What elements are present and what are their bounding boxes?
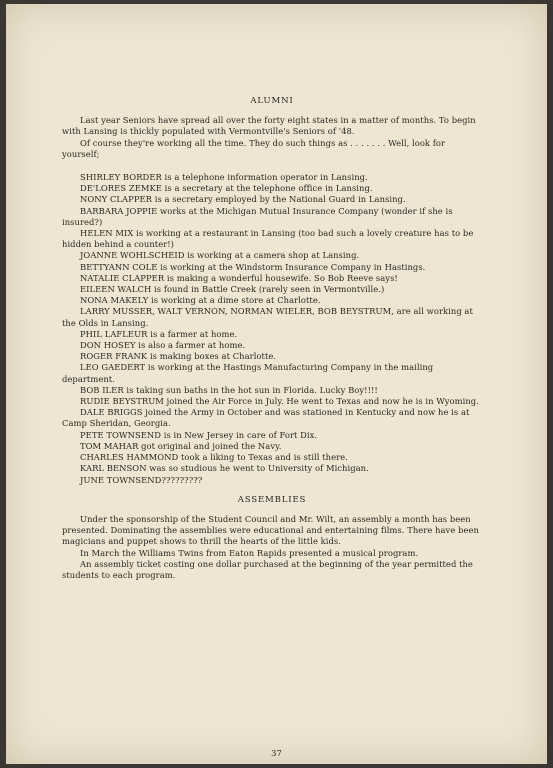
alumni-entry: EILEEN WALCH is found in Battle Creek (rarely seen in Vermontville.) [80,284,385,295]
alumni-entry: JUNE TOWNSEND????????? [80,474,203,485]
alumni-entry: DE'LORES ZEMKE is a secretary at the telephone office in Lansing. [80,183,373,194]
alumni-entry: NONA MAKELY is working at a dime store at Charlotte. [80,295,321,306]
alumni-entry: DON HOSEY is also a farmer at home. [80,340,246,351]
assemblies-heading: ASSEMBLIES [237,494,307,505]
alumni-entry: CHARLES HAMMOND took a liking to Texas and is still there. [80,452,348,463]
alumni-entry: PETE TOWNSEND is in New Jersey in care of Fort Dix. [80,429,318,440]
assemblies-paragraph: An assembly ticket costing one dollar purchased at the beginning of the year permitted the students to each program. [62,558,473,580]
alumni-entry: JOANNE WOHLSCHEID is working at a camera shop at Lansing. [80,250,360,261]
alumni-entry: BOB ILER is taking sun baths in the hot sun in Florida. Lucky Boy!!!! [80,384,378,395]
alumni-entry: ROGER FRANK is making boxes at Charlotte. [80,351,277,362]
assemblies-paragraph: Under the sponsorship of the Student Council and Mr. Wilt, an assembly a month has been presented. Dominating the assemblies were educational and entertaining films. There have been magicians and puppet shows to thrill the hearts of the little kids. [62,513,479,547]
alumni-entry: TOM MAHAR got original and joined the Navy. [80,440,282,451]
alumni-entry: KARL BENSON was so studious he went to University of Michigan. [80,463,369,474]
alumni-intro-paragraph: Last year Seniors have spread all over the forty eight states in a matter of months. To begin with Lansing is thickly populated with Vermontville's Seniors of '48. [62,115,476,137]
alumni-entry: DALE BRIGGS joined the Army in October and was stationed in Kentucky and now he is at Camp Sheridan, Georgia. [62,407,470,429]
spacer [62,160,482,172]
alumni-heading: ALUMNI [250,96,294,106]
alumni-entry: LARRY MUSSER, WALT VERNON, NORMAN WIELER, BOB BEYSTRUM, are all working at the Olds in Lansing. [62,306,473,328]
alumni-entry: RUDIE BEYSTRUM joined the Air Force in July. He went to Texas and now he is in Wyoming. [80,396,479,407]
assemblies-paragraph: In March the Williams Twins from Eaton Rapids presented a musical program. [80,547,419,558]
spacer [62,486,482,495]
alumni-entry: HELEN MIX is working at a restaurant in Lansing (too bad such a lovely creature has to be hidden behind a counter!) [62,228,474,250]
alumni-entry: NONY CLAPPER is a secretary employed by the National Guard in Lansing. [80,194,406,205]
alumni-entry: BETTYANN COLE is working at the Windstorm Insurance Company in Hastings. [80,261,426,272]
alumni-entry: LEO GAEDERT is working at the Hastings Manufacturing Company in the mailing department. [62,362,434,384]
document-page [6,4,547,764]
alumni-entry: SHIRLEY BORDER is a telephone information operator in Lansing. [80,172,368,183]
alumni-entry: NATALIE CLAPPER is making a wonderful housewife. So Bob Reeve says! [80,272,398,283]
page-content [62,96,482,581]
alumni-intro-paragraph: Of course they're working all the time. They do such things as . . . . . . . Well, look for yourself; [62,137,446,159]
alumni-entry: PHIL LAFLEUR is a farmer at home. [80,328,238,339]
alumni-entry: BARBARA JOPPIE works at the Michigan Mutual Insurance Company (wonder if she is insured?) [62,205,453,227]
page-number: 37 [271,748,282,758]
